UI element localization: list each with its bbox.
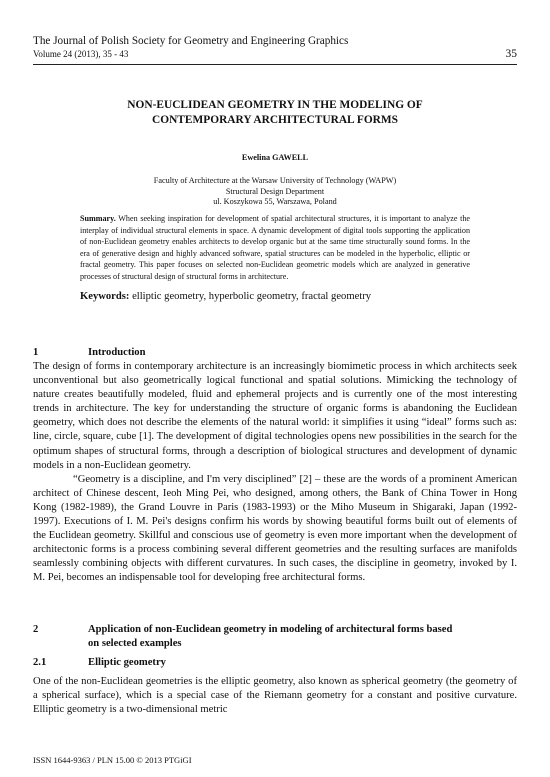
abstract bbox=[80, 213, 470, 282]
section-heading-application bbox=[33, 623, 517, 651]
author-name: Ewelina GAWELL bbox=[241, 153, 309, 162]
title-line-1: NON-EUCLIDEAN GEOMETRY IN THE MODELING OF bbox=[127, 99, 423, 111]
paragraph: One of the non-Euclidean geometries is the elliptic geometry, also known as spherical geometry (the geometry of a spherical surface), which is a special case of the Riemann geometry for a constant and positive curvature. Elliptic geometry is a two-dimensional metric bbox=[33, 676, 517, 716]
section-title: Elliptic geometry bbox=[88, 657, 166, 668]
section-title-line-1: Application of non-Euclidean geometry in modeling of architectural forms based bbox=[88, 624, 453, 635]
elliptic-body bbox=[33, 675, 517, 717]
paragraph: “Geometry is a discipline, and I'm very disciplined” [2] – these are the words of a prominent American architect of Chinese descent, Ieoh Ming Pei, who designed, among others, the Bank of China Tower in Hong Kong (1982-1989), the Grand Louvre in Paris (1983-1993) or the Miho Museum in Shigaraki, Japan (1992-1997). Executions of I. M. Pei's designs confirm his words by showing beautiful forms built out of elements of the Euclidean geometry. Skillful and conscious use of geometry is even more important when the development of architectonic forms is a process combining several different geometries and the resulting surfaces are manifolds seamlessly combining objects with different curvatures. In such cases, the discipline in geometry, invoked by I. M. Pei, becomes an indispensable tool for developing free architectural forms. bbox=[33, 473, 517, 584]
section-title bbox=[88, 623, 452, 651]
section-title-line-2: on selected examples bbox=[88, 638, 182, 649]
summary-label: Summary. bbox=[80, 214, 116, 223]
introduction-body bbox=[33, 360, 517, 586]
title-line-2: CONTEMPORARY ARCHITECTURAL FORMS bbox=[152, 114, 398, 126]
paragraph: The design of forms in contemporary architecture is an increasingly biomimetic process in which architects seek unconventional but also geometrically logical functional and spatial solutions. Mimicking the technology of nature creates beautifully modeled, fluid and ephemeral projects and is currently one of the most interesting trends in architecture. The key for understanding the structure of organic forms is abandoning the Euclidean geometry, which does not describe the elements of the natural world: it simplifies it using “ideal” forms such as: line, circle, square, cube [1]. The development of digital technologies opens new possibilities in the search for the optimum shapes of structural forms, through a description of biological structures and development of dynamic models in a non-Euclidean geometry. bbox=[33, 361, 517, 471]
section-number: 1 bbox=[33, 347, 39, 358]
section-heading-elliptic bbox=[33, 656, 517, 670]
affiliation-line-1: Faculty of Architecture at the Warsaw University of Technology (WAPW) bbox=[153, 176, 397, 185]
journal-header bbox=[33, 34, 517, 60]
volume-info: Volume 24 (2013), 35 - 43 bbox=[33, 49, 129, 59]
keywords-label: Keywords: bbox=[80, 291, 130, 302]
section-number: 2.1 bbox=[33, 657, 47, 668]
header-divider bbox=[33, 64, 517, 65]
author-affiliation bbox=[33, 176, 517, 208]
issn-footer: ISSN 1644-9363 / PLN 15.00 © 2013 PTGiGI bbox=[33, 755, 192, 765]
summary-text: When seeking inspiration for development of spatial architectural structures, it is important to analyze the interplay of individual structural elements in space. A dynamic development of digital tools supporting the application of non-Euclidean geometry enables architects to develop organic but at the same time structurally sound forms. In the era of generative design and highly advanced software, spatial structures can be modeled in the hyperbolic, elliptic or fractal geometry. This paper focuses on selected non-Euclidean geometric models which are analyzed in generative processes of structural design of structural forms in architecture. bbox=[80, 214, 470, 281]
keywords bbox=[80, 290, 480, 304]
page-number: 35 bbox=[505, 48, 517, 60]
section-heading-introduction bbox=[33, 346, 517, 360]
affiliation-line-3: ul. Koszykowa 55, Warszawa, Poland bbox=[213, 197, 337, 206]
journal-name: The Journal of Polish Society for Geometry and Engineering Graphics bbox=[33, 35, 349, 47]
article-title bbox=[60, 98, 490, 128]
keywords-text: elliptic geometry, hyperbolic geometry, fractal geometry bbox=[129, 291, 372, 302]
section-title: Introduction bbox=[88, 347, 146, 358]
volume-line bbox=[33, 48, 517, 60]
affiliation-line-2: Structural Design Department bbox=[225, 186, 325, 196]
section-number: 2 bbox=[33, 624, 39, 635]
